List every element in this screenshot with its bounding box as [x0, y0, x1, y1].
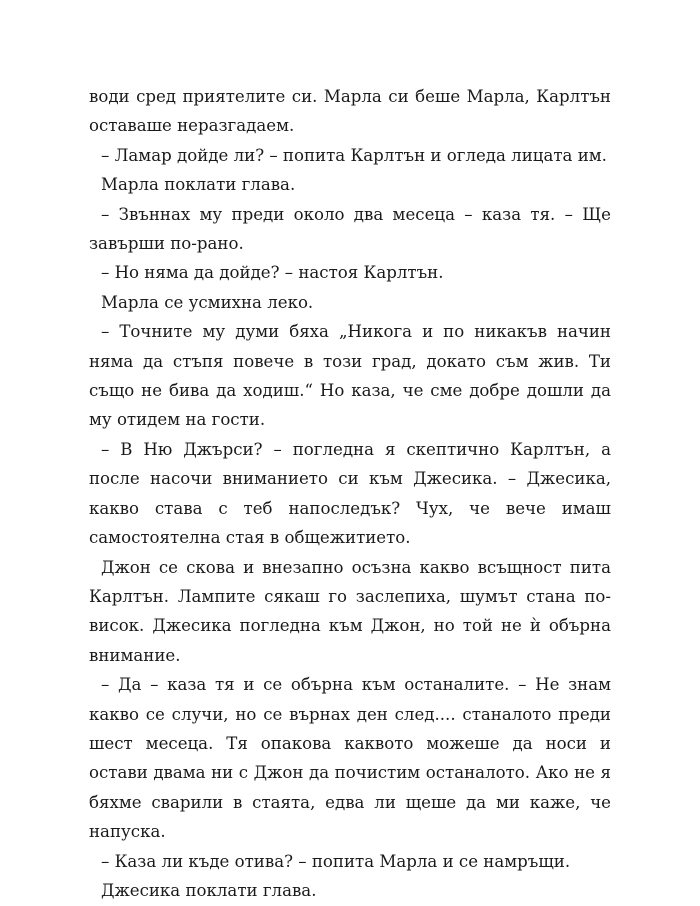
paragraph-narration: Марла се усмихна леко.: [101, 292, 314, 312]
paragraph-narration: Джон се скова и внезапно осъзна какво всъщност пита Карлтън. Лампите сякаш го заслепиха, шумът стана по-висок. Джесика погледна към Джон, но той не ѝ обърна внимание.: [89, 557, 611, 665]
paragraph-dialogue: – Звъннах му преди около два месеца – каза тя. – Ще завърши по-рано.: [89, 204, 611, 254]
paragraph-dialogue: – Ламар дойде ли? – попита Карлтън и огледа лицата им.: [101, 145, 607, 165]
paragraph-narration: Джесика поклати глава.: [101, 880, 317, 900]
paragraph-dialogue: – Да – каза тя и се обърна към останалите. – Не знам какво се случи, но се върнах ден след.... станалото преди шест месеца. Тя опакова каквото можеше да носи и остави двама ни с Джон да почистим останалото. Ако не я бяхме сварили в стаята, едва ли щеше да ми каже, че напуска.: [89, 675, 611, 842]
book-page-text: [89, 82, 611, 905]
paragraph-dialogue: – Каза ли къде отива? – попита Марла и се намръщи.: [101, 851, 571, 871]
paragraph-dialogue: – Но няма да дойде? – настоя Карлтън.: [101, 263, 444, 283]
paragraph-continuation: води сред приятелите си. Марла си беше Марла, Карлтън оставаше неразгадаем.: [89, 87, 611, 136]
paragraph-dialogue: – Точните му думи бяха „Никога и по никакъв начин няма да стъпя повече в този град, докато съм жив. Ти също не бива да ходиш.“ Но каза, че сме добре дошли да му отидем на гости.: [89, 322, 611, 430]
paragraph-dialogue: – В Ню Джърси? – погледна я скептично Карлтън, а после насочи вниманието си към Джесика. – Джесика, какво става с теб напоследък? Чух, че вече имаш самостоятелна стая в общежитието.: [89, 439, 611, 548]
paragraph-narration: Марла поклати глава.: [101, 175, 296, 195]
